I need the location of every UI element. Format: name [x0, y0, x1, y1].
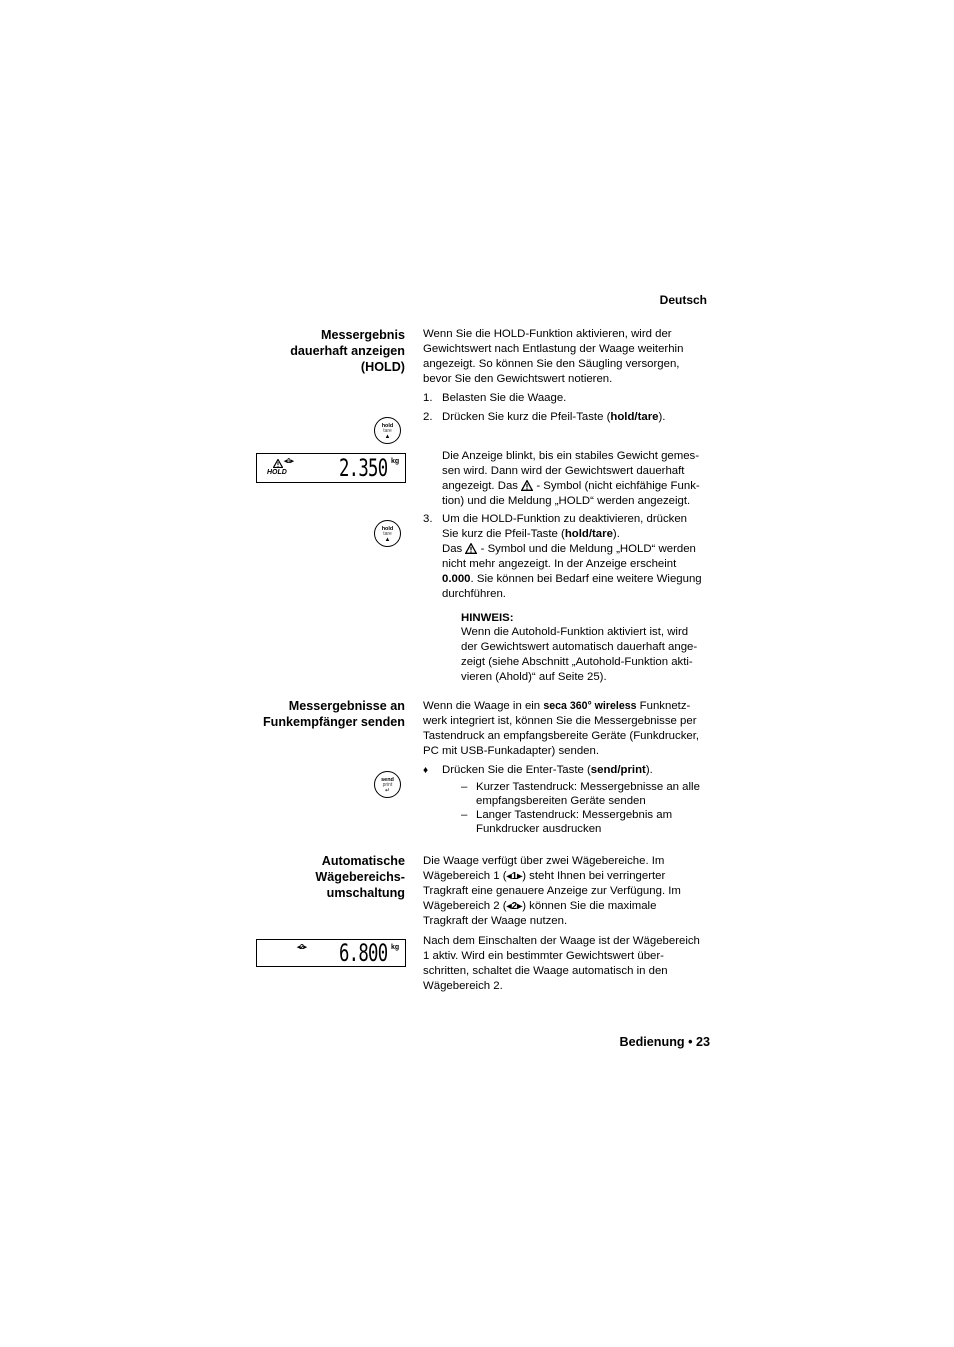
send-subitem-short: – Kurzer Tastendruck: Messergebnisse an alle empfangsbereiten Geräte senden	[461, 781, 700, 807]
section-heading-hold: Messergebnis dauerhaft anzeigen (HOLD)	[290, 328, 405, 374]
page-footer: Bedienung • 23	[619, 1035, 710, 1049]
hold-note: HINWEIS: Wenn die Autohold-Funktion aktiviert ist, wird der Gewichtswert automatisch dauerhaft ange- zeigt (siehe Abschnitt „Autohold-Funktion akti- vieren (Ahold)“ auf Seite 25).	[461, 611, 716, 685]
scale-display-range	[256, 939, 406, 967]
hold-intro: Wenn Sie die HOLD-Funktion aktivieren, wird der Gewichtswert nach Entlastung der Waage weiterhin angezeigt. So können Sie den Säugling versorgen, bevor Sie den Gewichtswert notieren.	[423, 328, 684, 385]
display-weight-value: 2.350	[339, 454, 388, 482]
section-heading-send: Messergebnisse an Funkempfänger senden	[262, 699, 405, 729]
display-unit: kg	[391, 944, 400, 951]
section-heading-auto: Automatische Wägebereichs- umschaltung	[315, 854, 405, 900]
warning-icon	[521, 480, 533, 491]
auto-paragraph-2: Nach dem Einschalten der Waage ist der Wägebereich 1 aktiv. Wird ein bestimmter Gewichtswert über- schritten, schaltet die Waage automatisch in den Wägebereich 2.	[423, 935, 700, 992]
auto-paragraph-1: Die Waage verfügt über zwei Wägebereiche. Im Wägebereich 1 (◂1▸) steht Ihnen bei verringerter Tragkraft eine genauere Anzeige zur Verfügung. Im Wägebereich 2 (◂2▸) können Sie die maximale Tragkraft der Waage nutzen.	[423, 855, 681, 927]
note-title: HINWEIS:	[461, 612, 514, 624]
send-intro: Wenn die Waage in ein seca 360° wireless Funknetz- werk integriert ist, können Sie die Messergebnisse per Tastendruck an empfangsbereite Geräte (Funkdrucker, PC mit USB-Funkadapter) senden.	[423, 700, 700, 757]
display-weight-value: 6.800	[339, 939, 388, 967]
send-bullet: ♦ Drücken Sie die Enter-Taste (send/print).	[423, 764, 653, 776]
hold-step-2: 2. Drücken Sie kurz die Pfeil-Taste (hold/tare).	[423, 411, 666, 423]
weighing-range-indicator: ◂2▸	[297, 944, 307, 951]
hold-step-3: 3. Um die HOLD-Funktion zu deaktivieren, drücken Sie kurz die Pfeil-Taste (hold/tare). Das - Symbol und die Meldung „HOLD“ werden nicht mehr angezeigt. In der Anzeige erscheint 0.000. Sie können bei Bedarf eine weitere Wiegung durchführen.	[423, 513, 702, 600]
send-print-key-icon: send print ↵	[374, 771, 401, 798]
hold-status-label: HOLD	[267, 469, 287, 476]
range-2-icon: ◂2▸	[506, 901, 523, 912]
warning-icon	[273, 459, 283, 468]
hold-blink-text: Die Anzeige blinkt, bis ein stabiles Gewicht gemes- sen wird. Dann wird der Gewichtswert dauerhaft angezeigt. Das - Symbol (nicht eichfähige Funk- tion) und die Meldung „HOLD“ werden angezeigt.	[442, 450, 700, 507]
display-unit: kg	[391, 458, 400, 465]
hold-tare-key-icon: hold tare ▲	[374, 520, 401, 547]
hold-tare-key-icon: hold tare ▲	[374, 417, 401, 444]
language-label: Deutsch	[659, 293, 707, 307]
warning-icon	[465, 543, 477, 554]
scale-display-hold	[256, 453, 406, 483]
weighing-range-indicator: ◂1▸	[284, 458, 294, 465]
send-subitem-long: – Langer Tastendruck: Messergebnis am Funkdrucker ausdrucken	[461, 809, 673, 835]
range-1-icon: ◂1▸	[506, 871, 523, 882]
hold-step-1: 1. Belasten Sie die Waage.	[423, 392, 567, 404]
